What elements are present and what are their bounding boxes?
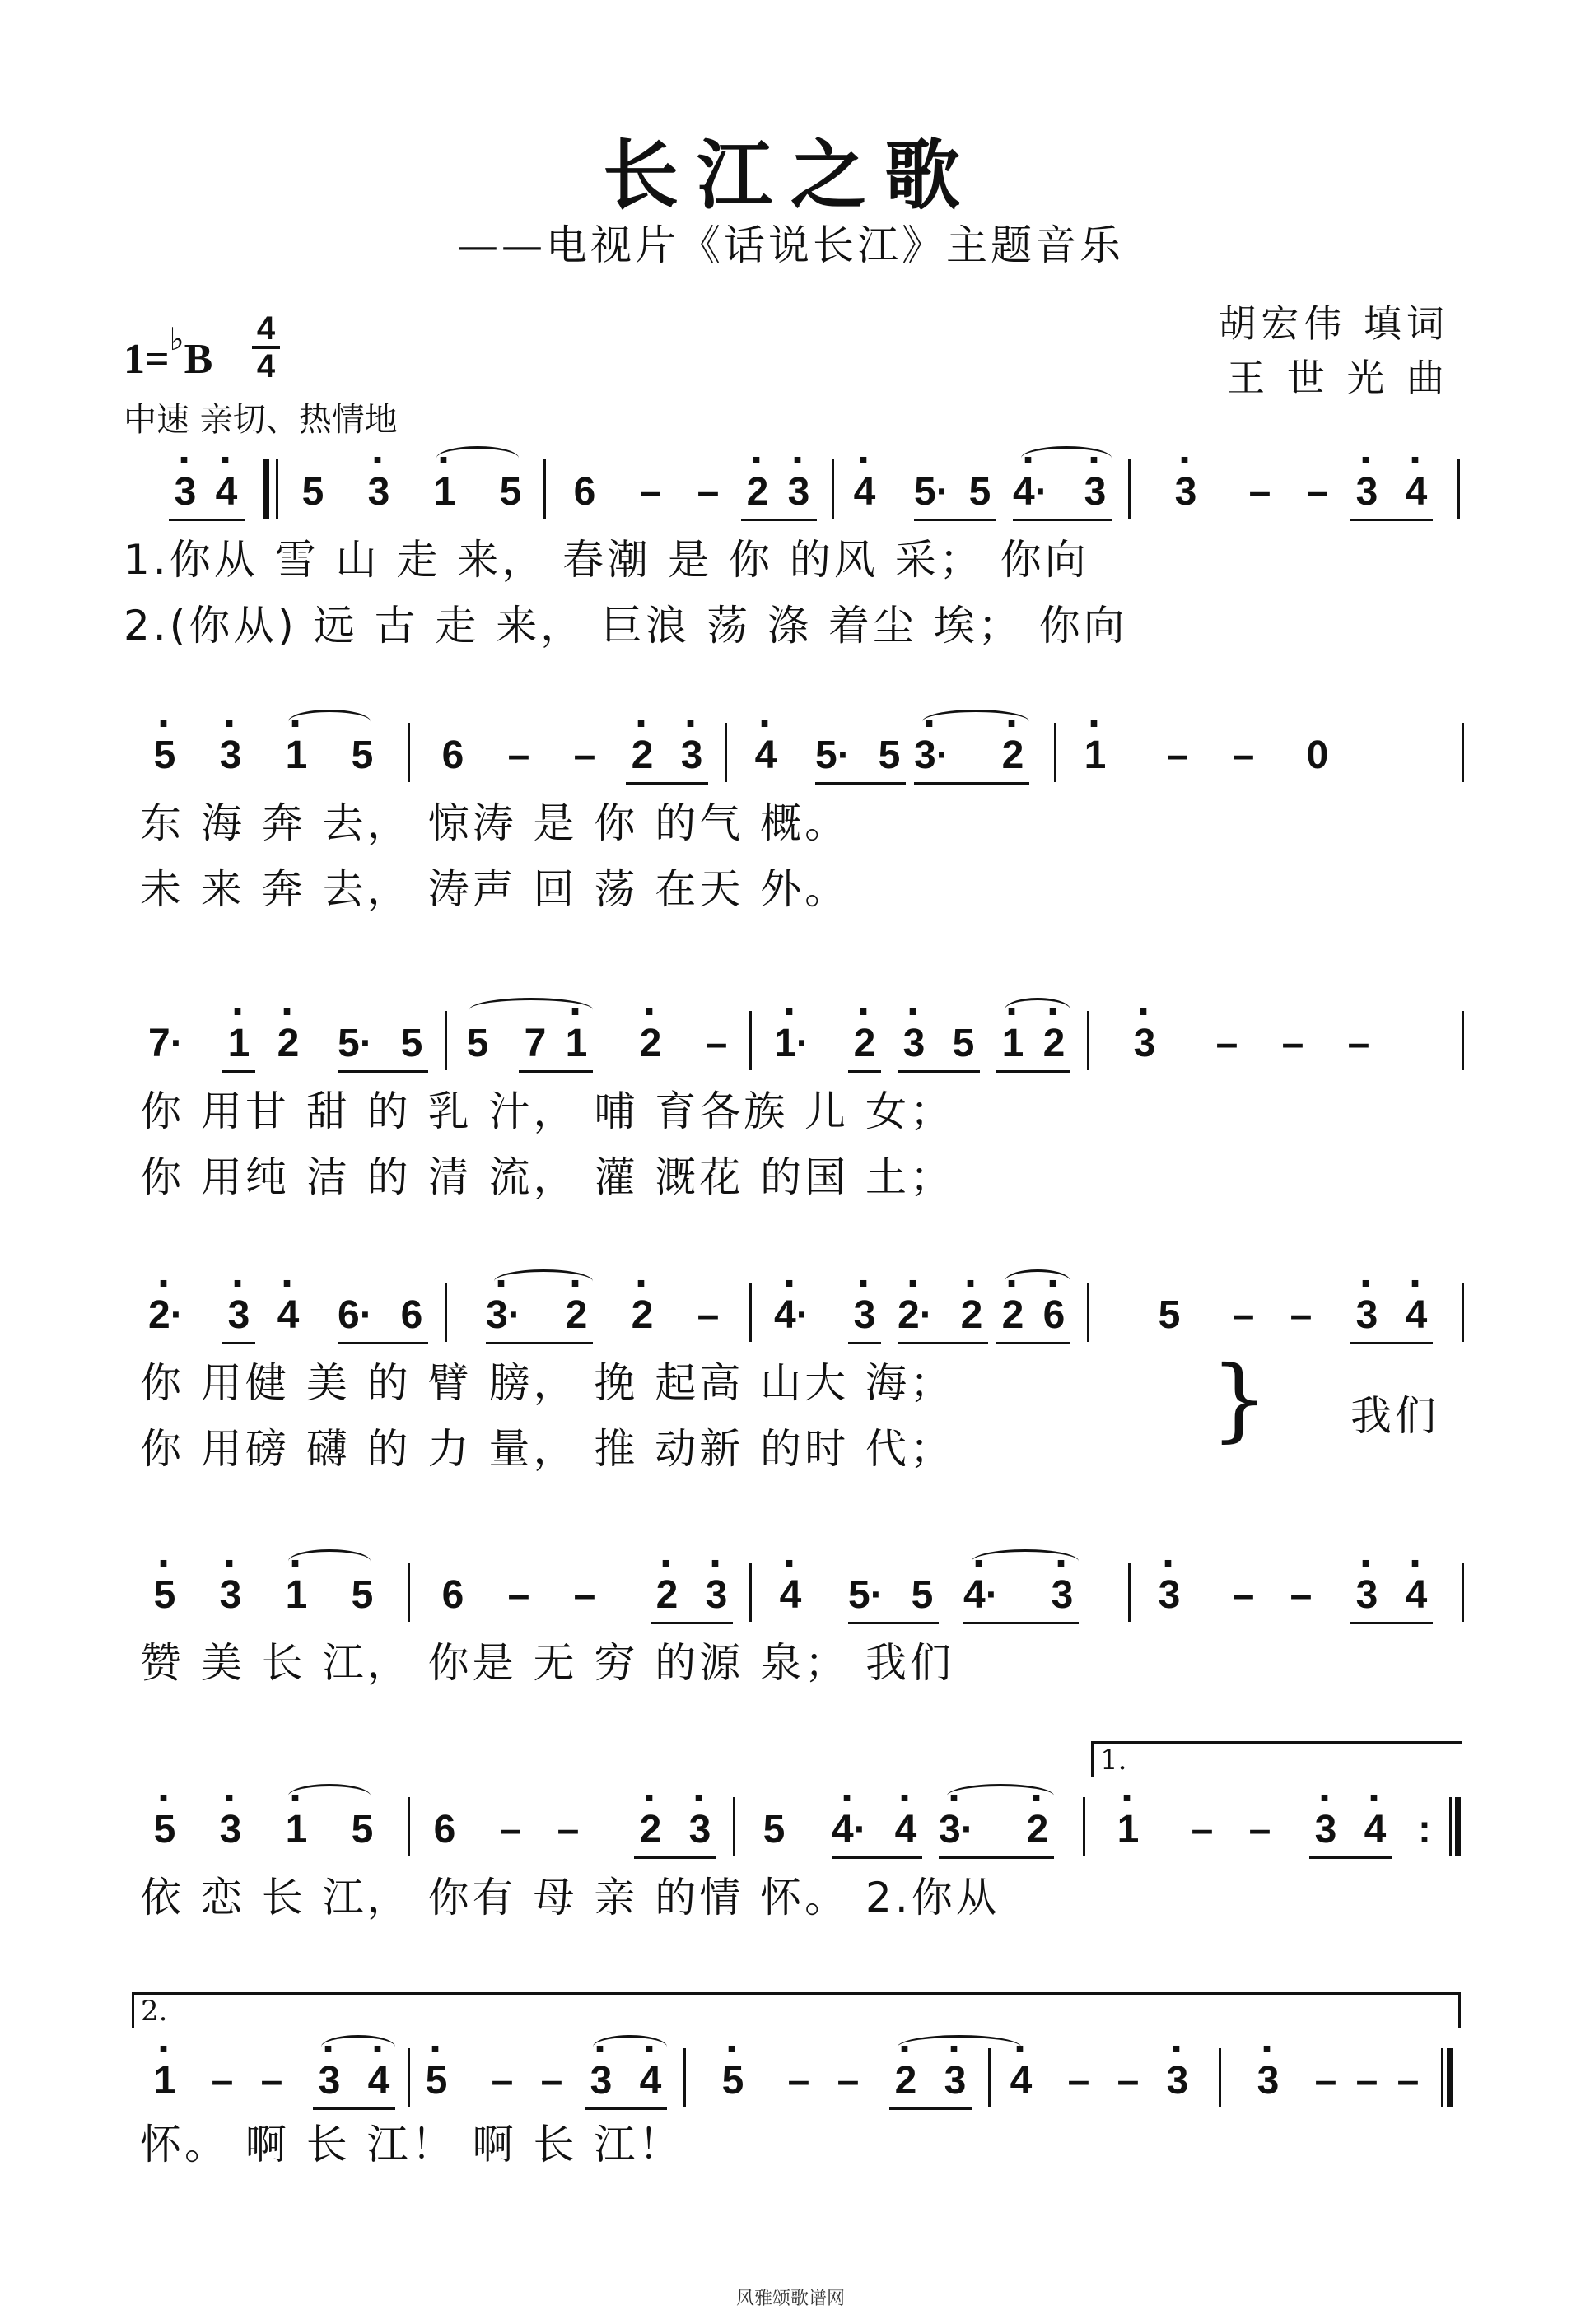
jianpu-note: – [491, 2059, 514, 2103]
beam-underline [222, 1070, 255, 1073]
jianpu-note: · 4· [832, 1807, 865, 1852]
jianpu-note: – [1166, 734, 1189, 777]
system-7 [124, 1992, 1466, 2182]
slur [947, 1784, 1054, 1808]
barline [543, 459, 546, 519]
jianpu-note: · 1 [1112, 1807, 1145, 1852]
jianpu-note: 5 [911, 1573, 934, 1617]
jianpu-note: · 4· [1013, 469, 1046, 515]
jianpu-note: · 2 [741, 469, 774, 515]
jianpu-note: – [1314, 2059, 1337, 2103]
jianpu-note: – [573, 734, 596, 777]
beam-underline [169, 519, 245, 521]
jianpu-note: 5 [763, 1808, 786, 1851]
jianpu-note: · 2 [1038, 1021, 1070, 1066]
jianpu-note: · 2 [634, 1021, 667, 1066]
system-1 [124, 445, 1466, 650]
volta-1: 1. [1091, 1741, 1462, 1777]
jianpu-note: · 3 [675, 733, 708, 778]
beam-underline [914, 782, 1029, 785]
jianpu-note: · 1 [560, 1021, 593, 1066]
jianpu-note: · 1 [1079, 733, 1112, 778]
jianpu-note: · 2 [996, 733, 1029, 778]
barline [1457, 459, 1460, 519]
jianpu-note: · 3 [1309, 1807, 1342, 1852]
barline [1128, 459, 1131, 519]
jianpu-note: · 5 [716, 2058, 749, 2103]
jianpu-note: · 4 [362, 2058, 395, 2103]
jianpu-note: – [1290, 1293, 1313, 1337]
jianpu-note: – [211, 2059, 234, 2103]
jianpu-note: – [1397, 2059, 1420, 2103]
lyricist: 胡宏伟 填词 [1218, 301, 1449, 346]
barline [1087, 1011, 1089, 1070]
jianpu-note: · 4 [1005, 2058, 1038, 2103]
jianpu-note: · 3 [1169, 469, 1202, 515]
jianpu-note: · 3 [585, 2058, 618, 2103]
notation-row [124, 2033, 1466, 2116]
jianpu-note: · 3 [214, 1807, 247, 1852]
notation-row [124, 445, 1466, 527]
slur [469, 998, 593, 1022]
jianpu-note: · 3· [939, 1807, 972, 1852]
barline [1219, 2048, 1221, 2107]
jianpu-note: – [1248, 1808, 1271, 1851]
jianpu-note: · 5 [148, 1807, 181, 1852]
notation-row [124, 1268, 1466, 1350]
jianpu-note: · 4 [749, 733, 782, 778]
jianpu-note: · 2 [996, 1292, 1029, 1338]
lyric-verse1: 怀。 啊 长 江！ 啊 长 江！ [140, 2121, 683, 2168]
song-subtitle: ——电视片《话说长江》主题音乐 [457, 221, 1124, 269]
slur [1021, 446, 1112, 470]
jianpu-note: – [507, 1573, 530, 1617]
jianpu-note: 6· [338, 1293, 373, 1337]
jianpu-note: · 1 [996, 1021, 1029, 1066]
barline [1462, 1563, 1464, 1622]
jianpu-note: · 3 [1350, 1572, 1383, 1618]
jianpu-note: – [1306, 470, 1329, 514]
slur [1005, 1269, 1070, 1293]
jianpu-note: · 4 [1400, 1292, 1433, 1338]
credits [1218, 296, 1449, 405]
barline [445, 1283, 447, 1342]
jianpu-note: · 2· [898, 1292, 930, 1338]
jianpu-note: – [1290, 1573, 1313, 1617]
jianpu-note: · 3 [939, 2058, 972, 2103]
beam-underline [1309, 1856, 1392, 1859]
barline [988, 2048, 991, 2107]
side-lyric: 我们 [1350, 1392, 1439, 1440]
beam-underline [1350, 1342, 1433, 1344]
beam-underline [848, 1622, 939, 1624]
jianpu-note: · 3 [848, 1292, 881, 1338]
beam-underline [996, 1342, 1070, 1344]
jianpu-note: · 1 [280, 733, 313, 778]
slur [321, 2035, 395, 2059]
jianpu-note: 5 [400, 1022, 423, 1065]
jianpu-note: · 4 [210, 469, 243, 515]
jianpu-note: · 2 [889, 2058, 922, 2103]
barline [445, 1011, 447, 1070]
beam-underline [889, 2107, 972, 2110]
jianpu-note: · 5 [420, 2058, 453, 2103]
jianpu-note: · 1· [774, 1021, 807, 1066]
jianpu-note: · 3 [1350, 469, 1383, 515]
jianpu-note: – [787, 2059, 810, 2103]
jianpu-note: · 4 [1400, 469, 1433, 515]
jianpu-note: · 3 [1350, 1292, 1383, 1338]
jianpu-note: · 2 [651, 1572, 683, 1618]
jianpu-note: · 4· [963, 1572, 996, 1618]
jianpu-note: · 1 [428, 469, 461, 515]
slur [922, 710, 1029, 734]
jianpu-note: – [1355, 2059, 1378, 2103]
system-6 [124, 1744, 1466, 1921]
jianpu-note: · 4 [634, 2058, 667, 2103]
time-bottom: 4 [252, 346, 280, 384]
barline [749, 1283, 752, 1342]
flat-sign: ♭ [169, 323, 184, 357]
jianpu-note: – [260, 2059, 283, 2103]
barline [1083, 1797, 1085, 1856]
jianpu-note: · 2 [955, 1292, 988, 1338]
jianpu-note: 6 [441, 734, 464, 777]
jianpu-note: · 4 [272, 1292, 305, 1338]
beam-underline [313, 2107, 395, 2110]
jianpu-note: · 2· [148, 1292, 181, 1338]
jianpu-note: – [1248, 470, 1271, 514]
jianpu-note: · 2 [848, 1021, 881, 1066]
jianpu-note: · 4· [774, 1292, 807, 1338]
jianpu-note: 5 [878, 734, 901, 777]
beam-underline [585, 2107, 667, 2110]
beam-underline [1350, 519, 1433, 521]
beam-underline [996, 1070, 1070, 1073]
slur [288, 1784, 371, 1808]
jianpu-note: 5 [351, 734, 374, 777]
jianpu-note: 6 [441, 1573, 464, 1617]
barline [1462, 1011, 1464, 1070]
jianpu-note: 7 [524, 1022, 547, 1065]
jianpu-note: – [1191, 1808, 1214, 1851]
jianpu-note: · 3 [700, 1572, 733, 1618]
jianpu-note: 6 [433, 1808, 456, 1851]
key-signature [124, 321, 212, 384]
barline [1462, 1283, 1464, 1342]
jianpu-note: – [1232, 1573, 1255, 1617]
jianpu-note: – [540, 2059, 563, 2103]
jianpu-note: : [1418, 1808, 1431, 1851]
jianpu-note: 5 [952, 1022, 975, 1065]
barline [408, 2048, 410, 2107]
jianpu-note: · 1 [280, 1572, 313, 1618]
barline [1087, 1283, 1089, 1342]
beam-underline [1350, 1622, 1433, 1624]
time-signature [252, 311, 280, 384]
beam-underline [486, 1342, 593, 1344]
key-note: B [184, 336, 213, 383]
jianpu-note: 5 [968, 470, 991, 514]
barline [1441, 2048, 1453, 2107]
jianpu-note: – [1117, 2059, 1140, 2103]
lyric-verse1: 赞 美 长 江， 你是 无 穷 的源 泉； 我们 [140, 1639, 955, 1687]
jianpu-note: 5 [351, 1573, 374, 1617]
barline [832, 459, 834, 519]
lyric-verse1: 你 用甘 甜 的 乳 汁， 哺 育各族 儿 女； [140, 1087, 955, 1135]
jianpu-note: · 2 [272, 1021, 305, 1066]
jianpu-note: · 6 [1038, 1292, 1070, 1338]
jianpu-note: · 4 [889, 1807, 922, 1852]
song-title: 长江之歌 [602, 131, 978, 220]
footer-watermark: 风雅颂歌谱网 [735, 2289, 845, 2309]
lyric-verse2: 未 来 奔 去， 涛声 回 荡 在天 外。 [140, 865, 850, 913]
slur [436, 446, 519, 470]
notation-row [124, 1782, 1466, 1865]
jianpu-note: · 2 [626, 733, 659, 778]
jianpu-note: · 3 [1128, 1021, 1161, 1066]
jianpu-note: · 1 [222, 1021, 255, 1066]
jianpu-note: 7· [148, 1022, 184, 1065]
barline [1449, 1797, 1461, 1856]
jianpu-note: · 3 [222, 1292, 255, 1338]
jianpu-note: · 3 [169, 469, 202, 515]
jianpu-note: 5· [815, 734, 851, 777]
jianpu-note: 5· [848, 1573, 884, 1617]
jianpu-note: – [557, 1808, 580, 1851]
jianpu-note: · 2 [634, 1807, 667, 1852]
barline [683, 2048, 686, 2107]
beam-underline [815, 782, 906, 785]
beam-underline [848, 1342, 881, 1344]
beam-underline [939, 1856, 1054, 1859]
system-4 [124, 1268, 1466, 1474]
slur [898, 2035, 1021, 2059]
jianpu-note: · 3 [214, 1572, 247, 1618]
slur [593, 2035, 667, 2059]
jianpu-note: · 3· [914, 733, 947, 778]
notation-row [124, 1548, 1466, 1630]
time-top: 4 [256, 310, 276, 347]
barline [408, 1563, 410, 1622]
beam-underline [651, 1622, 733, 1624]
beam-underline [963, 1622, 1079, 1624]
beam-underline [898, 1342, 988, 1344]
jianpu-note: · 3 [782, 469, 815, 515]
system-3 [124, 996, 1466, 1202]
jianpu-note: – [1281, 1022, 1304, 1065]
jianpu-note: · 1 [148, 2058, 181, 2103]
jianpu-note: · 3 [898, 1021, 930, 1066]
jianpu-note: · 3 [214, 733, 247, 778]
jianpu-note: · 3 [362, 469, 395, 515]
jianpu-note: 5· [338, 1022, 373, 1065]
jianpu-note: · 3 [1153, 1572, 1186, 1618]
barline [408, 723, 410, 782]
composer: 王 世 光 曲 [1227, 356, 1449, 400]
jianpu-note: · 2 [626, 1292, 659, 1338]
jianpu-note: · 3· [486, 1292, 519, 1338]
slur [1005, 998, 1070, 1022]
lyric-verse1: 你 用健 美 的 臂 膀， 挽 起高 山大 海； [140, 1359, 955, 1407]
jianpu-note: – [705, 1022, 728, 1065]
jianpu-note: – [499, 1808, 522, 1851]
beam-underline [832, 1856, 922, 1859]
jianpu-note: 0 [1306, 734, 1329, 777]
slur [494, 1269, 593, 1293]
jianpu-note: 6 [400, 1293, 423, 1337]
jianpu-note: 6 [573, 470, 596, 514]
jianpu-note: – [1215, 1022, 1238, 1065]
jianpu-note: – [1232, 734, 1255, 777]
slur [972, 1549, 1079, 1573]
jianpu-note: – [1347, 1022, 1370, 1065]
lyric-verse1: 东 海 奔 去， 惊涛 是 你 的气 概。 [140, 799, 850, 847]
beam-underline [626, 782, 708, 785]
jianpu-note: · 3 [1161, 2058, 1194, 2103]
barline [733, 1797, 735, 1856]
jianpu-note: · 2 [1021, 1807, 1054, 1852]
notation-row [124, 996, 1466, 1078]
jianpu-note: · 3 [313, 2058, 346, 2103]
jianpu-note: – [837, 2059, 860, 2103]
jianpu-note: · 5 [148, 1572, 181, 1618]
jianpu-note: – [573, 1573, 596, 1617]
jianpu-note: 5· [914, 470, 949, 514]
lyric-verse2: 你 用磅 礴 的 力 量， 推 动新 的时 代； [140, 1425, 955, 1473]
jianpu-note: 5 [1158, 1293, 1181, 1337]
beam-underline [338, 1342, 428, 1344]
jianpu-note: – [507, 734, 530, 777]
beam-underline [222, 1342, 255, 1344]
beam-underline [1013, 519, 1112, 521]
jianpu-note: · 3 [1252, 2058, 1285, 2103]
barline [1462, 723, 1464, 782]
jianpu-note: – [1067, 2059, 1090, 2103]
jianpu-note: 5 [499, 470, 522, 514]
brace: } [1210, 1346, 1268, 1451]
jianpu-note: · 3 [1079, 469, 1112, 515]
beam-underline [914, 519, 996, 521]
beam-underline [338, 1070, 428, 1073]
lyric-verse2: 2.(你从) 远 古 走 来， 巨浪 荡 涤 着尘 埃； 你向 [124, 602, 1128, 650]
jianpu-note: · 4 [848, 469, 881, 515]
lyric-verse2: 你 用纯 洁 的 清 流， 灌 溉花 的国 土； [140, 1153, 955, 1201]
beam-underline [741, 519, 817, 521]
beam-underline [898, 1070, 980, 1073]
jianpu-note: 5 [351, 1808, 374, 1851]
jianpu-note: · 4 [774, 1572, 807, 1618]
slur [288, 1549, 371, 1573]
jianpu-note: 5 [301, 470, 324, 514]
barline [1054, 723, 1056, 782]
volta-2: 2. [132, 1992, 1461, 2028]
notation-row [124, 708, 1466, 790]
barline [749, 1011, 752, 1070]
tempo-marking: 中速 亲切、热情地 [124, 401, 398, 439]
barline [1128, 1563, 1131, 1622]
jianpu-note: – [697, 470, 720, 514]
lyric-verse1: 1.你从 雪 山 走 来， 春潮 是 你 的风 采； 你向 [124, 536, 1089, 584]
beam-underline [519, 1070, 593, 1073]
jianpu-note: · 4 [1400, 1572, 1433, 1618]
jianpu-note: · 5 [148, 733, 181, 778]
lyric-verse1: 依 恋 长 江， 你有 母 亲 的情 怀。 2.你从 [140, 1874, 1000, 1921]
key-prefix: 1= [124, 336, 170, 383]
slur [288, 710, 371, 734]
jianpu-note: · 2 [560, 1292, 593, 1338]
beam-underline [634, 1856, 716, 1859]
jianpu-note: · 4 [1359, 1807, 1392, 1852]
system-2 [124, 708, 1466, 914]
jianpu-note: · 3 [1046, 1572, 1079, 1618]
barline [749, 1563, 752, 1622]
beam-underline [848, 1070, 881, 1073]
jianpu-note: – [697, 1293, 720, 1337]
jianpu-note: – [1232, 1293, 1255, 1337]
jianpu-note: · 3 [683, 1807, 716, 1852]
jianpu-note: 5 [466, 1022, 489, 1065]
barline [264, 459, 278, 519]
barline [408, 1797, 410, 1856]
jianpu-note: – [639, 470, 662, 514]
system-5 [124, 1548, 1466, 1696]
jianpu-note: · 1 [280, 1807, 313, 1852]
barline [725, 723, 727, 782]
